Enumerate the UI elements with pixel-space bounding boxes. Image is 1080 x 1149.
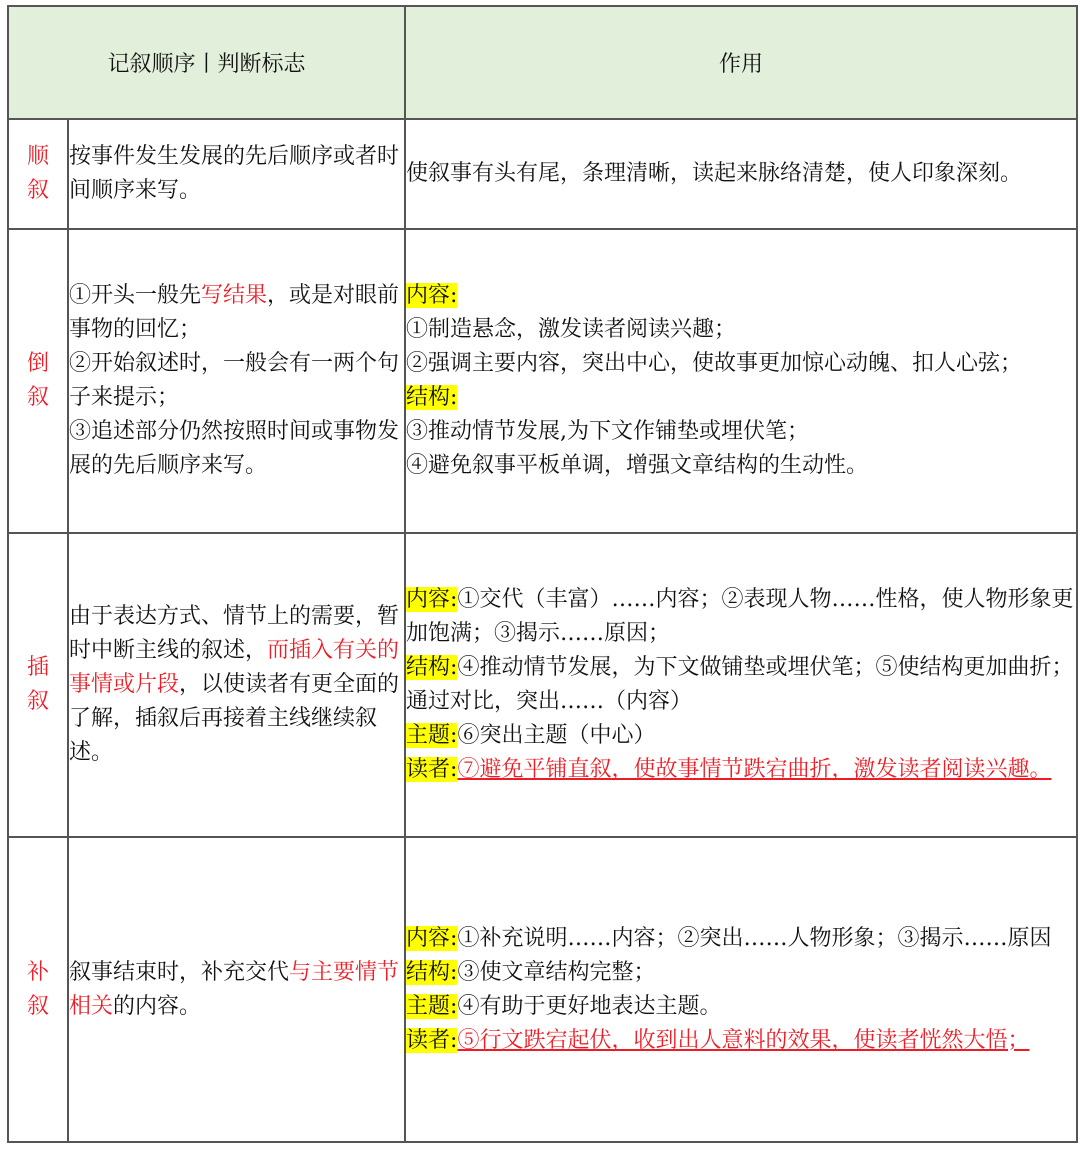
effect-cell: 内容: ①制造悬念，激发读者阅读兴趣； ②强调主要内容，突出中心，使故事更加惊心动魄、扣人心弦； 结构: ③推动情节发展,为下文作铺垫或埋伏笔； ④避免叙事平板单调，增强文章结构的生动性。 [405,229,1077,533]
narrative-order-table [7,5,1078,1143]
table-row [8,837,1077,1142]
tag-structure: 结构: [406,959,458,985]
marker-cell: 由于表达方式、情节上的需要，暂时中断主线的叙述，而插入有关的事情或片段，以使读者有更全面的了解，插叙后再接着主线继续叙述。 [68,533,405,837]
table-header-row [8,6,1077,119]
key-effect: ⑤行文跌宕起伏，收到出人意料的效果，使读者恍然大悟； [457,1027,1030,1053]
effect-cell: 内容:①交代（丰富）……内容；②表现人物……性格，使人物形象更加饱满；③揭示……原因； 结构:④推动情节发展，为下文做铺垫或埋伏笔；⑤使结构更加曲折；通过对比，突出……（内容） 主题:⑥突出主题（中心） 读者:⑦避免平铺直叙，使故事情节跌宕曲折，激发读者阅读兴趣。 [405,533,1077,837]
tag-theme: 主题: [406,723,458,748]
table-row [8,119,1077,229]
tag-content: 内容: [406,587,458,612]
key-phrase: 而插入有关的事情或片段 [69,638,400,697]
key-effect: ⑦避免平铺直叙，使故事情节跌宕曲折，激发读者阅读兴趣。 [457,757,1052,782]
tag-reader: 读者: [406,757,458,782]
tag-theme: 主题: [406,993,458,1019]
table-row [8,533,1077,837]
tag-reader: 读者: [406,1027,458,1053]
table-row [8,229,1077,533]
marker-cell: 叙事结束时，补充交代与主要情节相关的内容。 [68,837,405,1142]
row-label-interpolation: 插 叙 [8,533,68,837]
tag-structure: 结构: [406,385,458,410]
key-phrase: 写结果 [201,283,268,308]
tag-content: 内容: [406,925,458,951]
row-label-flashback: 倒 叙 [8,229,68,533]
row-label-chronological: 顺 叙 [8,119,68,229]
header-order-and-marker: 记叙顺序丨判断标志 [8,6,405,119]
effect-cell: 内容:①补充说明……内容；②突出……人物形象；③揭示……原因 结构:③使文章结构完整； 主题:④有助于更好地表达主题。 读者:⑤行文跌宕起伏，收到出人意料的效果，使读者恍然大悟； [405,837,1077,1142]
tag-content: 内容: [406,283,458,308]
marker-cell: ①开头一般先写结果，或是对眼前事物的回忆； ②开始叙述时，一般会有一两个句子来提示； ③追述部分仍然按照时间或事物发展的先后顺序来写。 [68,229,405,533]
key-phrase: 与主要情节相关 [69,959,400,1019]
tag-structure: 结构: [406,655,458,680]
header-effect: 作用 [405,6,1077,119]
marker-cell: 按事件发生发展的先后顺序或者时间顺序来写。 [68,119,405,229]
row-label-supplementary: 补 叙 [8,837,68,1142]
effect-cell: 使叙事有头有尾，条理清晰，读起来脉络清楚，使人印象深刻。 [405,119,1077,229]
